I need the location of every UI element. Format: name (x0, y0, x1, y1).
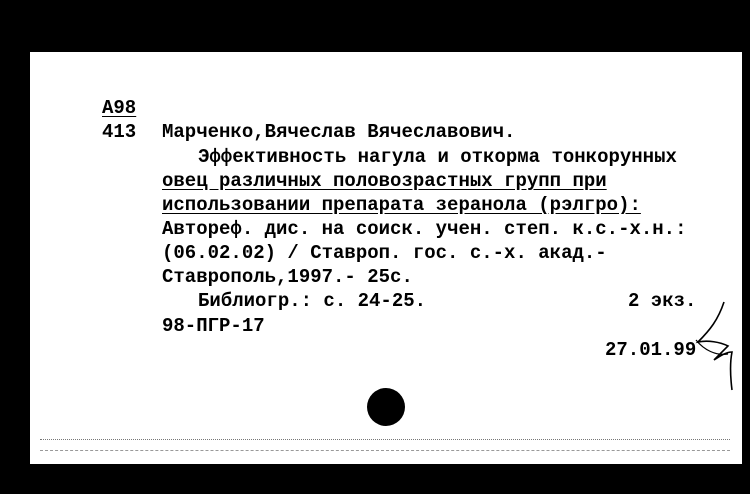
shelf-code: А98 (102, 97, 137, 119)
bibliography-note: Библиогр.: с. 24-25. (198, 290, 427, 312)
title-line-3: использовании препарата зеранола (рэлгро): (162, 194, 641, 216)
title-line-6: Ставрополь,1997.- 25с. (162, 266, 413, 288)
copies-count: 2 экз. (628, 290, 697, 312)
accession-date: 27.01.99 (605, 339, 697, 361)
author-heading: Марченко,Вячеслав Вячеславович. (162, 121, 516, 143)
bottom-noise-line (40, 439, 730, 440)
catalog-card (30, 52, 742, 464)
registry-number: 98-ПГР-17 (162, 315, 265, 337)
punch-hole (367, 388, 405, 426)
title-line-5: (06.02.02) / Ставроп. гос. с.-х. акад.- (162, 242, 607, 264)
handwritten-signature (680, 290, 740, 400)
card-number: 413 (102, 121, 137, 143)
bottom-noise-line-2 (40, 450, 730, 451)
title-line-1: Эффективность нагула и откорма тонкорунных (198, 146, 677, 168)
title-line-2: овец различных половозрастных групп при (162, 170, 607, 192)
title-line-4: Автореф. дис. на соиск. учен. степ. к.с.-х.н.: (162, 218, 687, 240)
